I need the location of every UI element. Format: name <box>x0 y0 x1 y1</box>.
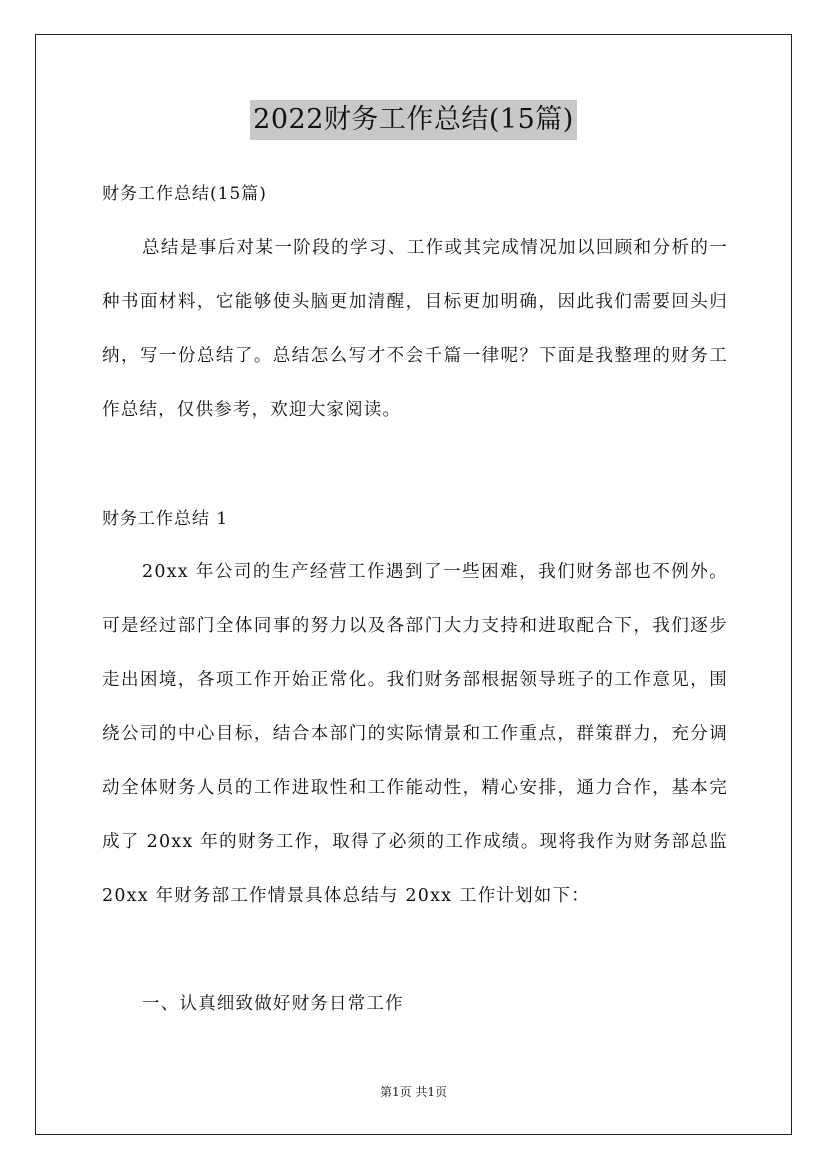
page-footer: 第1页 共1页 <box>379 1085 448 1099</box>
document-title: 2022财务工作总结(15篇) <box>250 100 577 140</box>
intro-paragraph: 总结是事后对某一阶段的学习、工作或其完成情况加以回顾和分析的一种书面材料，它能够使头脑更加清醒，目标更加明确，因此我们需要回头归纳，写一份总结了。总结怎么写才不会千篇一律呢？下面是我整理的财务工作总结，仅供参考，欢迎大家阅读。 <box>102 238 728 420</box>
document-subtitle: 财务工作总结(15篇) <box>102 184 267 204</box>
section-paragraph: 20xx 年公司的生产经营工作遇到了一些困难，我们财务部也不例外。可是经过部门全体同事的努力以及各部门大力支持和进取配合下，我们逐步走出困境，各项工作开始正常化。我们财务部根据领导班子的工作意见，围绕公司的中心目标，结合本部门的实际情景和工作重点，群策群力，充分调动全体财务人员的工作进取性和工作能动性，精心安排，通力合作，基本完成了 20xx 年的财务工作，取得了必须的工作成绩。现将我作为财务部总监 20xx 年财务部工作情景具体总结与 20xx 工作计划如下： <box>102 562 728 906</box>
subsection-item: 一、认真细致做好财务日常工作 <box>142 994 404 1014</box>
title-container <box>0 100 827 140</box>
section-heading: 财务工作总结 1 <box>102 509 229 529</box>
